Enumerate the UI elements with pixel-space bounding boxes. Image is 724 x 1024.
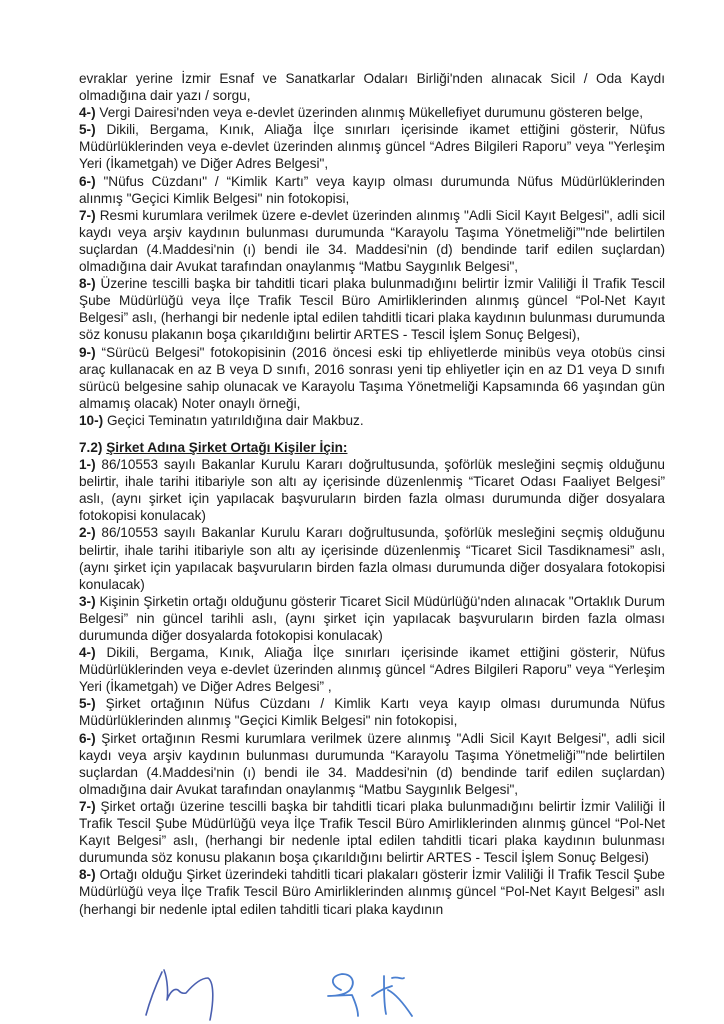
list-item xyxy=(79,695,665,729)
item-number: 2-) xyxy=(79,525,96,541)
item-number: 4-) xyxy=(79,645,96,661)
section-title: Şirket Adına Şirket Ortağı Kişiler İçin: xyxy=(106,439,348,455)
item-text: Ortağı olduğu Şirket üzerindeki tahditli ticari plakaları gösterir İzmir Valiliği İl Trafik Tescil Şube Müdürlüğü veya İlçe Trafik Tescil Büro Amirliklerinden alınmış güncel “Pol-Net Kayıt Belgesi” aslı (herhangi bir nedenle iptal edilen tahditli ticari plaka kaydının xyxy=(79,867,665,917)
section-heading xyxy=(79,439,665,456)
list-item xyxy=(79,524,665,592)
document-page xyxy=(79,70,665,918)
item-text: “Sürücü Belgesi" fotokopisinin (2016 öncesi eski tip ehliyetlerde minibüs veya otobüs cinsi araç kullanacak en az B veya D sınıfı, 2016 sonrası yeni tip ehliyetler için en az D1 veya D sınıfı sürücü belgesine sahip olunacak ve Karayolu Taşıma Yönetmeliği Kapsamında 66 yaşından gün almamış olacak) Noter onaylı örneği, xyxy=(79,344,665,411)
item-number: 5-) xyxy=(79,122,96,138)
item-number: 4-) xyxy=(79,105,96,121)
item-text: Dikili, Bergama, Kınık, Aliağa İlçe sınırları içerisinde ikamet ettiğini gösterir, Nüfus Müdürlüklerinden veya e-devlet üzerinden alınmış güncel “Adres Bilgileri Raporu” veya "Yerleşim Yeri (İkametgah) ve Diğer Adres Belgesi", xyxy=(79,122,665,172)
list-item xyxy=(79,104,665,121)
item-text: Resmi kurumlara verilmek üzere e-devlet üzerinden alınmış "Adli Sicil Kayıt Belgesi", adli sicil kaydı veya arşiv kaydının bulunması durumunda “Karayolu Taşıma Yönetmeliği”"nde belirtilen suçlardan (4.Maddesi'nin (ı) bendi ile 34. Maddesi'nin (d) bendinde tarif edilen suçlardan) olmadığına dair Avukat tarafından onaylanmış “Matbu Saygınlık Belgesi", xyxy=(79,207,665,275)
item-text: "Nüfus Cüzdanı" / “Kimlik Kartı” veya kayıp olması durumunda Nüfus Müdürlüklerinden alınmış "Geçici Kimlik Belgesi" nin fotokopisi, xyxy=(79,173,665,206)
item-text: Geçici Teminatın yatırıldığına dair Makbuz. xyxy=(103,412,364,428)
list-item xyxy=(79,173,665,207)
item-number: 5-) xyxy=(79,696,96,712)
list-item xyxy=(79,866,665,917)
section-number: 7.2) xyxy=(79,439,103,455)
list-item xyxy=(79,344,665,412)
item-text: Kişinin Şirketin ortağı olduğunu gösterir Ticaret Sicil Müdürlüğü'nden alınacak "Ortaklık Durum Belgesi” nin güncel tarihli aslı, (aynı şirket için yapılacak başvuruların birden fazla olması durumunda diğer dosyalarda fotokopisi konulacak) xyxy=(79,593,665,643)
item-number: 9-) xyxy=(79,344,96,360)
list-item xyxy=(79,275,665,343)
intro-continuation: evraklar yerine İzmir Esnaf ve Sanatkarlar Odaları Birliği'nden alınacak Sicil / Oda Kaydı olmadığına dair yazı / sorgu, xyxy=(79,71,665,104)
list-item xyxy=(79,593,665,644)
list-item xyxy=(79,207,665,275)
item-number: 7-) xyxy=(79,207,96,223)
item-text: Üzerine tescilli başka bir tahditli ticari plaka bulunmadığını belirtir İzmir Valiliği İl Trafik Tescil Şube Müdürlüğü veya İlçe Trafik Tescil Büro Amirliklerinden alınmış güncel “Pol-Net Kayıt Belgesi” aslı, (herhangi bir nedenle iptal edilen tahditli ticari plaka kaydının bulunması durumunda söz konusu plakanın boşa çıkarıldığını belirtir ARTES - Tescil İşlem Sonuç Belgesi), xyxy=(79,276,665,343)
item-text: Şirket ortağı üzerine tescilli başka bir tahditli ticari plaka bulunmadığını belirtir İzmir Valiliği İl Trafik Tescil Şube Müdürlüğü veya İlçe Trafik Tescil Büro Amirliklerinden alınmış güncel “Pol-Net Kayıt Belgesi” aslı, (herhangi bir nedenle iptal edilen tahditli ticari plaka kaydının bulunması durumunda söz konusu plakanın boşa çıkarıldığını belirtir ARTES - Tescil İşlem Sonuç Belgesi) xyxy=(79,798,665,866)
signature-right-icon xyxy=(328,974,412,1016)
signature-left-icon xyxy=(146,970,213,1020)
item-text: Dikili, Bergama, Kınık, Aliağa İlçe sınırları içerisinde ikamet ettiğini gösterir, Nüfus Müdürlüklerinden veya e-devlet üzerinden alınmış güncel “Adres Bilgileri Raporu” veya “Yerleşim Yeri (İkametgah) ve Diğer Adres Belgesi” , xyxy=(79,645,665,695)
list-item xyxy=(79,121,665,172)
item-number: 7-) xyxy=(79,798,96,814)
list-item xyxy=(79,644,665,695)
item-number: 3-) xyxy=(79,593,96,609)
item-number: 8-) xyxy=(79,867,96,883)
item-number: 8-) xyxy=(79,276,96,292)
list-item xyxy=(79,798,665,866)
list-item xyxy=(79,412,665,429)
item-text: Şirket ortağının Resmi kurumlara verilmek üzere alınmış "Adli Sicil Kayıt Belgesi", adli sicil kaydı veya arşiv kaydının bulunması durumunda “Karayolu Taşıma Yönetmeliği”"nde belirtilen suçlardan (4.Maddesi'nin (ı) bendi ile 34. Maddesi'nin (d) bendinde tarif edilen suçlardan) olmadığına dair Avukat tarafından onaylanmış “Matbu Saygınlık Belgesi", xyxy=(79,730,665,797)
item-number: 6-) xyxy=(79,173,96,189)
item-number: 6-) xyxy=(79,730,96,746)
item-text: Vergi Dairesi'nden veya e-devlet üzerinden alınmış Mükellefiyet durumunu gösteren belge, xyxy=(95,105,644,121)
list-item xyxy=(79,730,665,798)
item-text: 86/10553 sayılı Bakanlar Kurulu Kararı doğrultusunda, şoförlük mesleğini seçmiş olduğunu belirtir, ihale tarihi itibariyle son altı ay içerisinde düzenlenmiş “Ticaret Odası Faaliyet Belgesi” aslı, (aynı şirket için yapılacak başvuruların birden fazla olması durumunda diğer dosyalara fotokopisi konulacak) xyxy=(79,457,665,524)
item-number: 10-) xyxy=(79,412,104,428)
item-text: Şirket ortağının Nüfus Cüzdanı / Kimlik Kartı veya kayıp olması durumunda Nüfus Müdürlüklerinden alınmış "Geçici Kimlik Belgesi" nin fotokopisi, xyxy=(79,696,665,729)
list-item xyxy=(79,456,665,524)
item-number: 1-) xyxy=(79,457,96,473)
item-text: 86/10553 sayılı Bakanlar Kurulu Kararı doğrultusunda, şoförlük mesleğini seçmiş olduğunu belirtir, ihale tarihi itibariyle son altı ay içerisinde düzenlenmiş “Ticaret Sicil Tasdiknamesi” aslı, (aynı şirket için yapılacak başvuruların birden fazla olması durumunda diğer dosyalara fotokopisi konulacak) xyxy=(79,525,665,592)
